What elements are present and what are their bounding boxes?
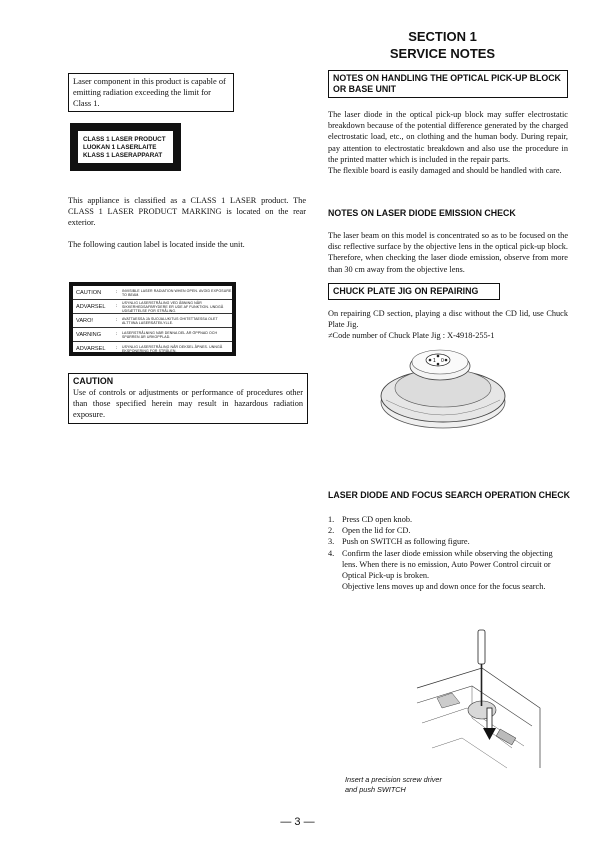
laser-component-box xyxy=(68,73,234,112)
caution-title: CAUTION xyxy=(73,376,114,386)
step-number: 4. xyxy=(328,548,335,558)
chuck-plate-jig-illustration xyxy=(378,340,508,432)
caution-word: VARNING xyxy=(76,331,102,338)
jig-text xyxy=(328,308,568,342)
section-name: SERVICE NOTES xyxy=(389,46,496,61)
steps-note: Objective lens moves up and down once for the focus search. xyxy=(342,582,546,592)
procedure-list xyxy=(328,514,568,592)
caution-row: ADVARSEL : USYNLIG LASERSTRÅLING VED ÅBNING NÅR SIKKERHEDSAFBRYDERE ER UDE AF FUNKTION. UNDGÅ UDSÆTTELSE FOR STRÅLING. xyxy=(73,300,232,314)
jig-heading: CHUCK PLATE JIG ON REPAIRING xyxy=(328,283,500,300)
caution-label xyxy=(69,282,236,356)
caution-word: ADVARSEL xyxy=(76,303,106,310)
step-text: Press CD open knob. xyxy=(342,515,413,524)
emission-text: The laser beam on this model is concentrated so as to be focused on the disc reflective surface by the objective lens in the optical pick-up block. Therefore, when checking the laser diode emission, observe from more than 30 cm away from the objective lens. xyxy=(328,231,568,274)
caution-row: VARNING : LASERSTRÅLNING NÄR DENNA DEL ÄR ÖPPNAD OCH SPÄRREN ÄR URKOPPLAD. xyxy=(73,328,232,342)
caution-word: CAUTION xyxy=(76,289,102,296)
appliance-classification-text: This appliance is classified as a CLASS 1 LASER product. The CLASS 1 LASER PRODUCT MARKING is located on the rear exterior. xyxy=(68,196,306,228)
list-item xyxy=(328,525,568,536)
list-item xyxy=(328,514,568,525)
switch-figure xyxy=(412,628,542,773)
step-text: Confirm the laser diode emission while observing the objecting lens. When there is no emission, Auto Power Control circuit or Optical Pick-up is broken. xyxy=(342,548,553,581)
svg-text:1: 1 xyxy=(433,358,436,364)
figure-caption xyxy=(345,775,505,794)
caution-row-text: LASERSTRÅLNING NÄR DENNA DEL ÄR ÖPPNAD OCH SPÄRREN ÄR URKOPPLAD. xyxy=(122,330,218,339)
caption-line-2: and push SWITCH xyxy=(345,784,406,794)
list-item xyxy=(328,536,568,547)
section-title xyxy=(355,28,530,62)
focus-heading: LASER DIODE AND FOCUS SEARCH OPERATION CHECK xyxy=(328,490,570,500)
handling-paragraph-2: The flexible board is easily damaged and should be handled with care. xyxy=(328,166,562,176)
caution-row-text: AVATTAESSA JA SUOJALUKITUS OHITETTAESSA OLET ALTTIINA LASERSÄTEILYLLE. xyxy=(122,316,218,325)
step-number: 3. xyxy=(328,537,335,547)
list-item xyxy=(328,548,568,582)
caution-row-text: USYNLIG LASERSTRÅLING NÅR DEKSEL ÅPNES. UNNGÅ EKSPONERING FOR STRÅLEN. xyxy=(122,344,223,353)
step-number: 2. xyxy=(328,526,335,536)
handling-paragraph-1: The laser diode in the optical pick-up block may suffer electrostatic breakdown because of the potential difference generated by the charged electrostatic load, etc., on clothing and the human body. During repair, pay attention to electrostatic breakdown and also use the procedure in the printed matter which is included in the repair parts. xyxy=(328,110,568,164)
label-line-1: CLASS 1 LASER PRODUCT xyxy=(83,136,166,143)
handling-heading: NOTES ON HANDLING THE OPTICAL PICK-UP BLOCK OR BASE UNIT xyxy=(328,70,568,98)
label-line-3: KLASS 1 LASERAPPARAT xyxy=(83,152,163,159)
caution-word: VARO! xyxy=(76,317,93,324)
caution-row: CAUTION : INVISIBLE LASER RADIATION WHEN OPEN. AVOID EXPOSURE TO BEAM. xyxy=(73,286,232,300)
step-text: Open the lid for CD. xyxy=(342,526,411,536)
section-number: SECTION 1 xyxy=(408,29,477,44)
caution-label-intro: The following caution label is located inside the unit. xyxy=(68,240,245,249)
emission-heading: NOTES ON LASER DIODE EMISSION CHECK xyxy=(328,208,516,218)
label-line-2: LUOKAN 1 LASERLAITE xyxy=(83,144,157,151)
caution-row: ADVARSEL : USYNLIG LASERSTRÅLING NÅR DEKSEL ÅPNES. UNNGÅ EKSPONERING FOR STRÅLEN. xyxy=(73,342,232,355)
jig-instruction: On repairing CD section, playing a disc without the CD lid, use Chuck Plate Jig. xyxy=(328,309,568,330)
class1-laser-label xyxy=(70,123,181,171)
caution-row-text: USYNLIG LASERSTRÅLING VED ÅBNING NÅR SIKKERHEDSAFBRYDERE ER UDE AF FUNKTION. UNDGÅ UDSÆTTELSE FOR STRÅLING. xyxy=(122,300,224,313)
laser-component-text: Laser component in this product is capable of emitting radiation exceeding the limit for Class 1. xyxy=(73,77,226,108)
page-number: — 3 — xyxy=(280,816,315,828)
jig-code: ≠Code number of Chuck Plate Jig : X-4918-255-1 xyxy=(328,331,495,341)
svg-text:0: 0 xyxy=(441,358,444,364)
handling-text xyxy=(328,109,568,176)
caution-row: VARO! : AVATTAESSA JA SUOJALUKITUS OHITETTAESSA OLET ALTTIINA LASERSÄTEILYLLE. xyxy=(73,314,232,328)
step-number: 1. xyxy=(328,515,335,524)
caution-text: Use of controls or adjustments or performance of procedures other than those specified herein may result in hazardous radiation exposure. xyxy=(73,388,303,420)
caution-word: ADVARSEL xyxy=(76,345,106,352)
caution-box xyxy=(68,373,308,424)
step-text: Push on SWITCH as following figure. xyxy=(342,537,470,547)
caution-row-text: INVISIBLE LASER RADIATION WHEN OPEN. AVOID EXPOSURE TO BEAM. xyxy=(122,288,232,297)
caption-line-1: Insert a precision screw driver xyxy=(345,775,442,784)
